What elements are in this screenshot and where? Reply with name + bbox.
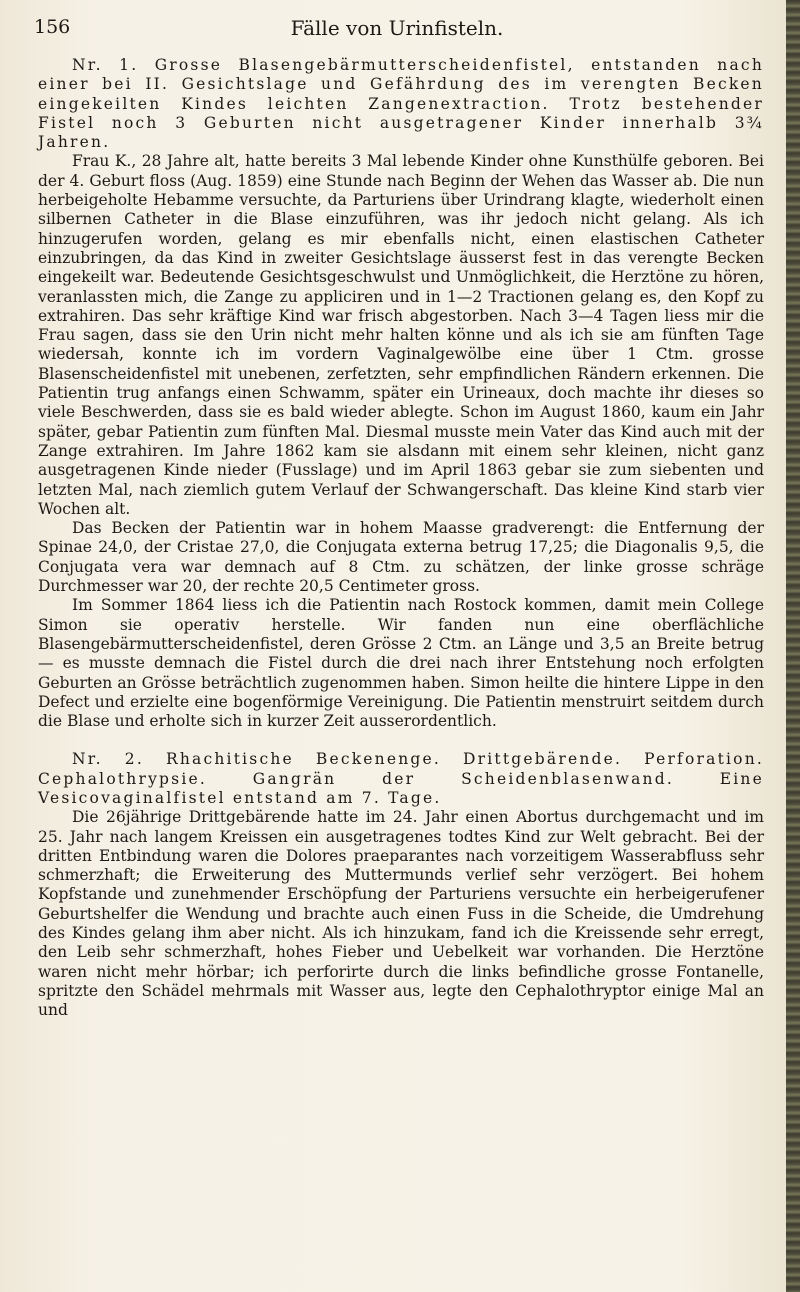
case-2-paragraph-1: Die 26jährige Drittgebärende hatte im 24. Jahr einen Abortus durchgemacht und im 25. Jahr nach langem Kreissen ein ausgetragenes todtes Kind zur Welt gebracht. Bei der dritten Entbindung waren die Dolores praeparantes nach vorzeitigem Wasserabfluss sehr schmerzhaft; die Erweiterung des Muttermunds verlief sehr verzögert. Bei hohem Kopfstande und zunehmender Erschöpfung der Parturiens versuchte ein herbeigerufener Geburtshelfer die Wendung und brachte auch einen Fuss in die Scheide, die Umdrehung des Kindes gelang ihm aber nicht. Als ich hinzukam, fand ich die Kreissende sehr erregt, den Leib sehr schmerzhaft, hohes Fieber und Uebelkeit war vorhanden. Die Herztöne waren nicht mehr hörbar; ich perforirte durch die links befindliche grosse Fontanelle, spritzte den Schädel mehrmals mit Wasser aus, legte den Cephalothryptor einige Mal an und — [38, 808, 764, 1020]
case-1-heading: Nr. 1. Grosse Blasengebärmutterscheidenfistel, entstanden nach einer bei II. Gesichtslage und Gefährdung des im verengten Becken eingekeilten Kindes leichten Zangenextraction. Trotz bestehender Fistel noch 3 Geburten nicht ausgetragener Kinder innerhalb 3¾ Jahren. — [38, 56, 764, 152]
running-title: Fälle von Urinfisteln. — [290, 16, 504, 40]
case-1-paragraph-3: Im Sommer 1864 liess ich die Patientin nach Rostock kommen, damit mein College Simon sie operativ herstelle. Wir fanden nun eine oberflächliche Blasengebärmutterscheidenfistel, deren Grösse 2 Ctm. an Länge und 3,5 an Breite betrug — es musste demnach die Fistel durch die drei nach ihrer Entstehung noch erfolgten Geburten an Grösse beträchtlich zugenommen haben. Simon heilte die hintere Lippe in den Defect und erzielte eine bogenförmige Vereinigung. Die Patientin menstruirt seitdem durch die Blase und erholte sich in kurzer Zeit ausserordentlich. — [38, 596, 764, 731]
page-edge-binding — [786, 0, 800, 1292]
case-2-heading: Nr. 2. Rhachitische Beckenenge. Drittgebärende. Perforation. Cephalothrypsie. Gangrän der Scheidenblasenwand. Eine Vesicovaginalfistel entstand am 7. Tage. — [38, 750, 764, 807]
page-header — [34, 16, 760, 46]
case-1-paragraph-1: Frau K., 28 Jahre alt, hatte bereits 3 Mal lebende Kinder ohne Kunsthülfe geboren. Bei der 4. Geburt floss (Aug. 1859) eine Stunde nach Beginn der Wehen das Wasser ab. Die nun herbeigeholte Hebamme versuchte, da Parturiens über Urindrang klagte, wiederholt einen silbernen Catheter in die Blase einzuführen, was ihr jedoch nicht gelang. Als ich hinzugerufen worden, gelang es mir ebenfalls nicht, einen elastischen Catheter einzubringen, da das Kind in zweiter Gesichtslage äusserst fest in das verengte Becken eingekeilt war. Bedeutende Gesichtsgeschwulst und Unmöglichkeit, die Herztöne zu hören, veranlassten mich, die Zange zu appliciren und in 1—2 Tractionen gelang es, den Kopf zu extrahiren. Das sehr kräftige Kind war frisch abgestorben. Nach 3—4 Tagen liess mir die Frau sagen, dass sie den Urin nicht mehr halten könne und als ich sie am fünften Tage wiedersah, konnte ich im vordern Vaginalgewölbe eine über 1 Ctm. grosse Blasenscheidenfistel mit unebenen, zerfetzten, sehr empfindlichen Rändern erkennen. Die Patientin trug anfangs einen Schwamm, später ein Urineaux, doch machte ihr dieses so viele Beschwerden, dass sie es bald wieder ablegte. Schon im August 1860, kaum ein Jahr später, gebar Patientin zum fünften Mal. Diesmal musste mein Vater das Kind auch mit der Zange extrahiren. Im Jahre 1862 kam sie alsdann mit einem sehr kleinen, nicht ganz ausgetragenen Kinde nieder (Fusslage) und im April 1863 gebar sie zum siebenten und letzten Mal, nach ziemlich gutem Verlauf der Schwangerschaft. Das kleine Kind starb vier Wochen alt. — [38, 152, 764, 518]
page-number: 156 — [34, 16, 71, 38]
body-text — [38, 56, 764, 1021]
case-1-paragraph-2: Das Becken der Patientin war in hohem Maasse gradverengt: die Entfernung der Spinae 24,0, der Cristae 27,0, die Conjugata externa betrug 17,25; die Diagonalis 9,5, die Conjugata vera war demnach auf 8 Ctm. zu schätzen, der linke grosse schräge Durchmesser war 20, der rechte 20,5 Centimeter gross. — [38, 519, 764, 596]
